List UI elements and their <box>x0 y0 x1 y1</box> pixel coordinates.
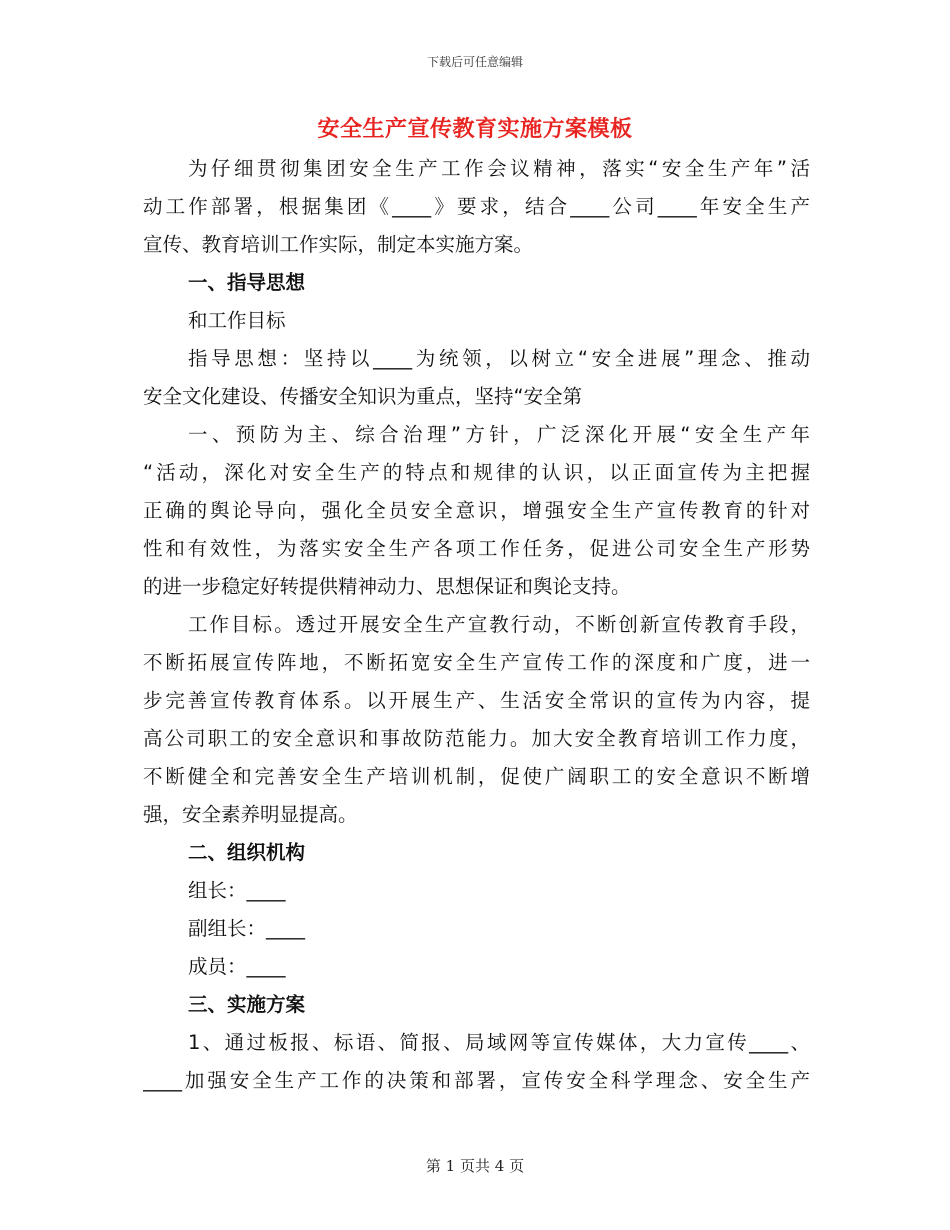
paragraph-line: 的进一步稳定好转提供精神动力、思想保证和舆论支持。 <box>143 575 631 598</box>
paragraph-line: 步完善宣传教育体系。以开展生产、生活安全常识的宣传为内容，提 <box>143 689 810 712</box>
paragraph-line: 工作目标。透过开展安全生产宣教行动，不断创新宣传教育手段， <box>188 613 810 636</box>
paragraph-line: 动工作部署，根据集团《____》要求，结合____公司____年安全生产 <box>143 195 810 218</box>
paragraph-line: 正确的舆论导向，强化全员安全意识，增强安全生产宣传教育的针对 <box>143 499 810 522</box>
section-heading: 二、组织机构 <box>188 841 306 864</box>
section-heading: 一、指导思想 <box>188 271 306 294</box>
paragraph-line: 宣传、教育培训工作实际，制定本实施方案。 <box>143 233 534 256</box>
page-number: 第 1 页共 4 页 <box>425 1157 525 1175</box>
paragraph-line: 一、预防为主、综合治理”方针，广泛深化开展“安全生产年 <box>188 423 810 446</box>
paragraph-line: 1、通过板报、标语、简报、局域网等宣传媒体，大力宣传____、 <box>188 1031 810 1054</box>
document-title: 安全生产宣传教育实施方案模板 <box>317 117 633 142</box>
paragraph-line: 和工作目标 <box>188 309 286 332</box>
paragraph-line: “活动，深化对安全生产的特点和规律的认识，以正面宣传为主把握 <box>143 461 810 484</box>
paragraph-line: 不断健全和完善安全生产培训机制，促使广阔职工的安全意识不断增 <box>143 765 810 788</box>
paragraph-line: 指导思想：坚持以____为统领，以树立“安全进展”理念、推动 <box>188 347 810 370</box>
paragraph-line: 性和有效性，为落实安全生产各项工作任务，促进公司安全生产形势 <box>143 537 810 560</box>
page-header-note: 下载后可任意编辑 <box>426 55 523 69</box>
section-heading: 三、实施方案 <box>188 993 306 1016</box>
paragraph-line: ____加强安全生产工作的决策和部署，宣传安全科学理念、安全生产 <box>143 1069 810 1092</box>
paragraph-line: 强，安全素养明显提高。 <box>143 803 358 826</box>
paragraph-line: 不断拓展宣传阵地，不断拓宽安全生产宣传工作的深度和广度，进一 <box>143 651 810 674</box>
org-role-leader: 组长：____ <box>188 879 286 902</box>
paragraph-line: 安全文化建设、传播安全知识为重点，坚持“安全第 <box>143 385 583 408</box>
org-role-members: 成员：____ <box>188 955 286 978</box>
paragraph-line: 高公司职工的安全意识和事故防范能力。加大安全教育培训工作力度， <box>143 727 810 750</box>
document-body <box>143 150 810 1100</box>
paragraph-line: 为仔细贯彻集团安全生产工作会议精神，落实“安全生产年”活 <box>188 157 810 180</box>
org-role-deputy: 副组长：____ <box>188 917 306 940</box>
